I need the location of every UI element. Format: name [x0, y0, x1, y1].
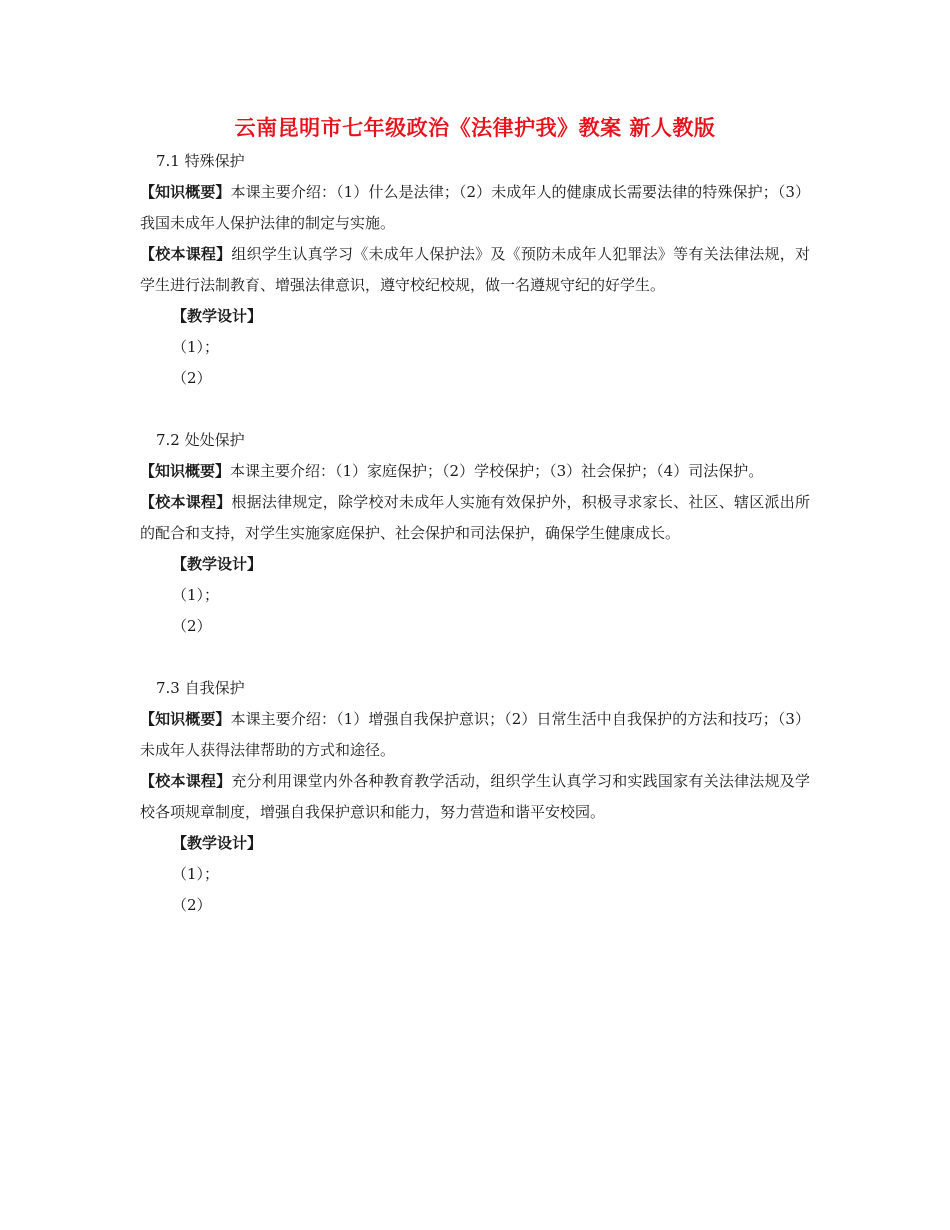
document-body	[140, 146, 810, 921]
knowledge-label: 【知识概要】	[140, 183, 231, 201]
school-text: 根据法律规定，除学校对未成年人实施有效保护外，积极寻求家长、社区、辖区派出所的配合和支持，对学生实施家庭保护、社会保护和司法保护，确保学生健康成长。	[140, 493, 810, 542]
teaching-design-item-2: （2）	[172, 896, 212, 914]
section-heading: 7.1 特殊保护	[156, 152, 245, 170]
knowledge-summary	[140, 456, 810, 487]
knowledge-label: 【知识概要】	[140, 710, 231, 728]
school-label: 【校本课程】	[140, 493, 232, 511]
school-label: 【校本课程】	[140, 772, 232, 790]
teaching-design-item-2: （2）	[172, 617, 212, 635]
teaching-design-label: 【教学设计】	[172, 307, 263, 325]
school-text: 组织学生认真学习《未成年人保护法》及《预防未成年人犯罪法》等有关法律法规，对学生进行法制教育、增强法律意识，遵守校纪校规，做一名遵规守纪的好学生。	[140, 245, 810, 294]
school-curriculum	[140, 239, 810, 301]
school-label: 【校本课程】	[140, 245, 232, 263]
knowledge-text: 本课主要介绍：（1）家庭保护；（2）学校保护；（3）社会保护；（4）司法保护。	[230, 462, 764, 480]
section-heading: 7.3 自我保护	[156, 679, 245, 697]
knowledge-summary	[140, 177, 810, 239]
teaching-design-item-1: （1）；	[172, 586, 220, 604]
knowledge-text: 本课主要介绍：（1）增强自我保护意识；（2）日常生活中自我保护的方法和技巧；（3）未成年人获得法律帮助的方式和途径。	[140, 710, 810, 759]
teaching-design-item-2: （2）	[172, 369, 212, 387]
knowledge-text: 本课主要介绍：（1）什么是法律；（2）未成年人的健康成长需要法律的特殊保护；（3）我国未成年人保护法律的制定与实施。	[140, 183, 810, 232]
teaching-design-item-1: （1）；	[172, 865, 220, 883]
knowledge-summary	[140, 704, 810, 766]
section-7-3	[140, 673, 810, 921]
school-curriculum	[140, 766, 810, 828]
section-7-2	[140, 425, 810, 673]
knowledge-label: 【知识概要】	[140, 462, 231, 480]
teaching-design-label: 【教学设计】	[172, 834, 263, 852]
school-curriculum	[140, 487, 810, 549]
section-spacer	[140, 394, 810, 425]
section-heading: 7.2 处处保护	[156, 431, 245, 449]
section-7-1	[140, 146, 810, 425]
section-spacer	[140, 642, 810, 673]
school-text: 充分利用课堂内外各种教育教学活动，组织学生认真学习和实践国家有关法律法规及学校各项规章制度，增强自我保护意识和能力，努力营造和谐平安校园。	[140, 772, 810, 821]
teaching-design-item-1: （1）；	[172, 338, 220, 356]
document-title: 云南昆明市七年级政治《法律护我》教案 新人教版	[234, 115, 716, 140]
teaching-design-label: 【教学设计】	[172, 555, 263, 573]
